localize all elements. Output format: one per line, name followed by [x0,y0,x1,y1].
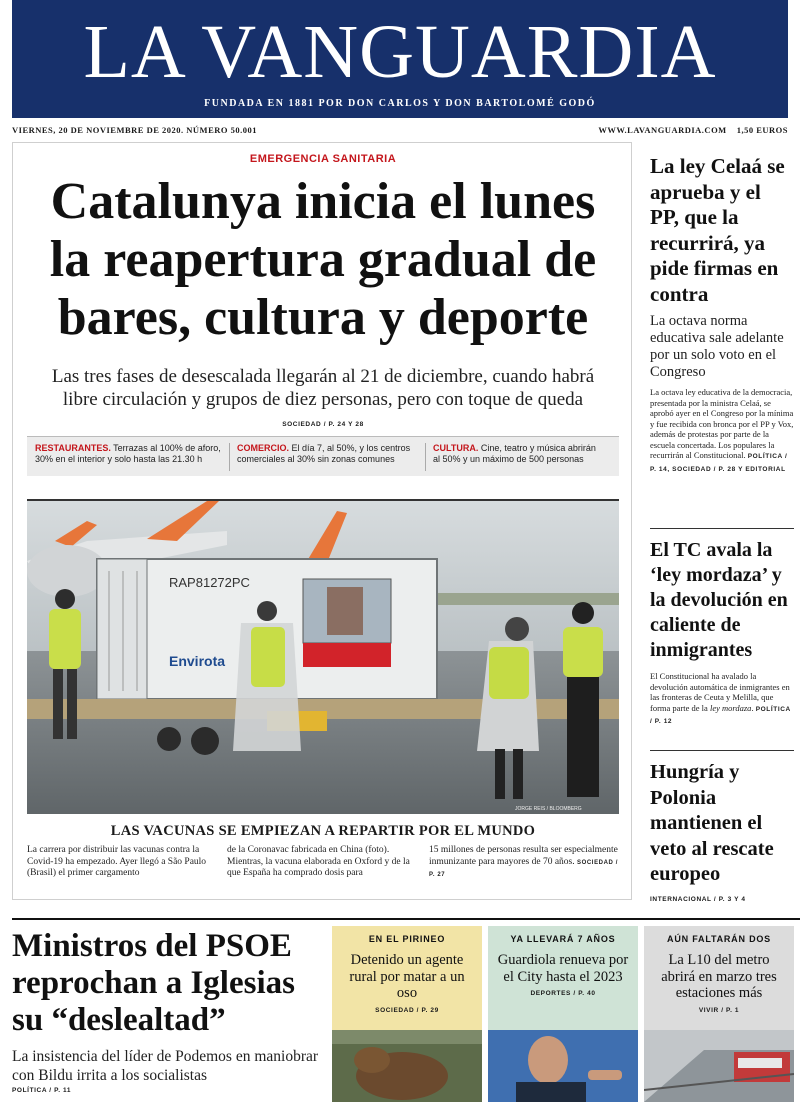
sidebar-headline: Hungría y Polonia mantienen el veto al rescate europeo [650,761,774,885]
tile-title: La L10 del metro abrirá en marzo tres estaciones más [661,952,777,1001]
caption-text: de la Coronavac fabricada en China (foto). Mientras, la vacuna elaborada en Oxford y de la que España ha comprado dosis para [227,845,410,878]
main-page-ref: SOCIEDAD / P. 24 Y 28 [282,421,364,428]
main-subhead [27,365,619,411]
caption-column [27,845,217,880]
tile-guardiola[interactable] [488,926,638,1102]
info-label: COMERCIO. [237,443,290,453]
sidebar-page-ref: POLÍTICA / P. 12 [650,705,791,725]
sidebar-headline: La ley Celaá se aprueba y el PP, que la recurrirá, ya pide firmas en contra [650,154,785,306]
sidebar-body-text: La octava ley educativa de la democracia, presentada por la ministra Celaá, se aprobó ayer en el Congreso por la mínima y fue recibida con bronca por el PP y Vox, además de protestas por parte de la escuela concertada. Los populares la recurrirán al Constitucional. [650,387,794,460]
caption-column [429,845,619,882]
masthead-founded: FUNDADA EN 1881 POR DON CARLOS Y DON BARTOLOMÉ GODÓ [204,98,596,109]
headline-line: Catalunya inicia el lunes [50,173,596,230]
tile-tag: AÚN FALTARÁN DOS [667,934,771,944]
sidebar-body-text: El Constitucional ha avalado la devolución automática de inmigrantes en las fronteras de Ceuta y Melilla, que forma parte de la [650,671,790,713]
bottom-lead-story[interactable] [12,928,324,1094]
photo-credit: JORGE REIS / BLOOMBERG [515,806,582,812]
sidebar-story-hungria[interactable] [650,760,794,903]
dateline-right [598,125,788,135]
sidebar-story-celaa[interactable] [650,154,794,475]
tile-page-ref: VIVIR / P. 1 [698,1006,740,1014]
tile-tag: EN EL PIRINEO [368,934,446,944]
info-text: El día 7, al 50%, y los centros [289,443,411,453]
info-label: CULTURA. [433,443,479,453]
info-text: Cine, teatro y música abrirán [478,443,596,453]
subhead-line: Las tres fases de desescalada llegarán al 21 de diciembre, cuando habrá [51,366,595,387]
caption-page-ref: SOCIEDAD / P. 27 [429,859,619,878]
photo-caption-title: LAS VACUNAS SE EMPIEZAN A REPARTIR POR EL MUNDO [110,823,536,839]
info-text: 30% en el interior y solo hasta las 21.30 h [35,454,203,464]
masthead-logo: LA VANGUARDIA [83,10,717,94]
sidebar-divider [650,750,794,751]
tile-text [332,926,482,1030]
issue-date: VIERNES, 20 DE NOVIEMBRE DE 2020. NÚMERO 50.001 [12,125,257,135]
bear-photo [332,1030,482,1102]
info-text: al 50% y un máximo de 500 personas [433,454,584,464]
info-text: comerciales al 30% sin zonas comunes [237,454,395,464]
sidebar-divider [650,528,794,529]
container-code: RAP81272PC [169,575,250,590]
info-comercio [237,443,427,465]
sidebar-body [650,387,794,475]
headline-line: bares, cultura y deporte [57,289,589,346]
dateline [12,123,788,137]
main-headline[interactable] [23,173,623,347]
sidebar-page-ref: POLÍTICA / P. 14, SOCIEDAD / P. 28 Y EDITORIAL [650,453,788,473]
vaccine-cargo-photo [27,501,619,814]
caption-column [227,845,417,880]
bottom-divider [12,918,800,920]
section-tag: EMERGENCIA SANITARIA [249,153,397,165]
guardiola-photo [488,1030,638,1102]
tile-tag: YA LLEVARÁ 7 AÑOS [510,934,616,944]
sidebar-story-tc[interactable] [650,538,794,728]
info-cultura [433,443,617,465]
info-restaurantes [35,443,225,465]
info-separator [425,443,426,471]
bottom-page-ref: POLÍTICA / P. 11 [12,1087,72,1094]
tile-page-ref: SOCIEDAD / P. 29 [375,1006,439,1014]
main-story [12,142,632,900]
subhead-line: libre circulación y grupos de diez personas, pero con toque de queda [62,389,584,410]
bottom-subhead: La insistencia del líder de Podemos en maniobrar con Bildu irrita a los socialistas [12,1048,319,1084]
tile-page-ref: DEPORTES / P. 40 [530,990,596,997]
container-brand: Envirota [169,653,226,669]
bottom-headline: Ministros del PSOE reprochan a Iglesias su “deslealtad” [12,928,295,1038]
info-separator [229,443,230,471]
sidebar-body [650,671,794,728]
main-photo[interactable] [27,499,619,814]
caption-text: La carrera por distribuir las vacunas contra la Covid-19 ha empezado. Ayer llegó a São Paulo (Brasil) el primer cargamento [27,845,207,878]
tile-text [644,926,794,1030]
masthead [12,0,788,118]
website-link[interactable]: WWW.LAVANGUARDIA.COM [598,125,727,135]
tile-pirineo[interactable] [332,926,482,1102]
sidebar-body-text: . [751,702,754,713]
caption-text: 15 millones de personas resulta ser especialmente inmunizante para mayores de 70 años. [429,845,618,867]
sidebar-subhead: La octava norma educativa sale adelante por un solo voto en el Congreso [650,313,784,380]
tile-metro[interactable] [644,926,794,1102]
worker-figure [563,602,603,797]
metro-photo [644,1030,794,1102]
tile-text [488,926,638,1030]
sidebar-body-em: ley mordaza [709,702,752,713]
tile-title: Detenido un agente rural por matar a un oso [349,952,465,1001]
headline-line: la reapertura gradual de [49,231,597,288]
price: 1,50 EUROS [736,125,788,135]
worker-figure [233,601,301,751]
sidebar-page-ref: INTERNACIONAL / P. 3 Y 4 [650,895,746,903]
info-bar [27,436,619,476]
tile-title: Guardiola renueva por el City hasta el 2023 [497,952,629,985]
sidebar-headline: El TC avala la ‘ley mordaza’ y la devolución en caliente de inmigrantes [650,539,788,661]
info-label: RESTAURANTES. [35,443,111,453]
info-text: Terrazas al 100% de aforo, [110,443,221,453]
